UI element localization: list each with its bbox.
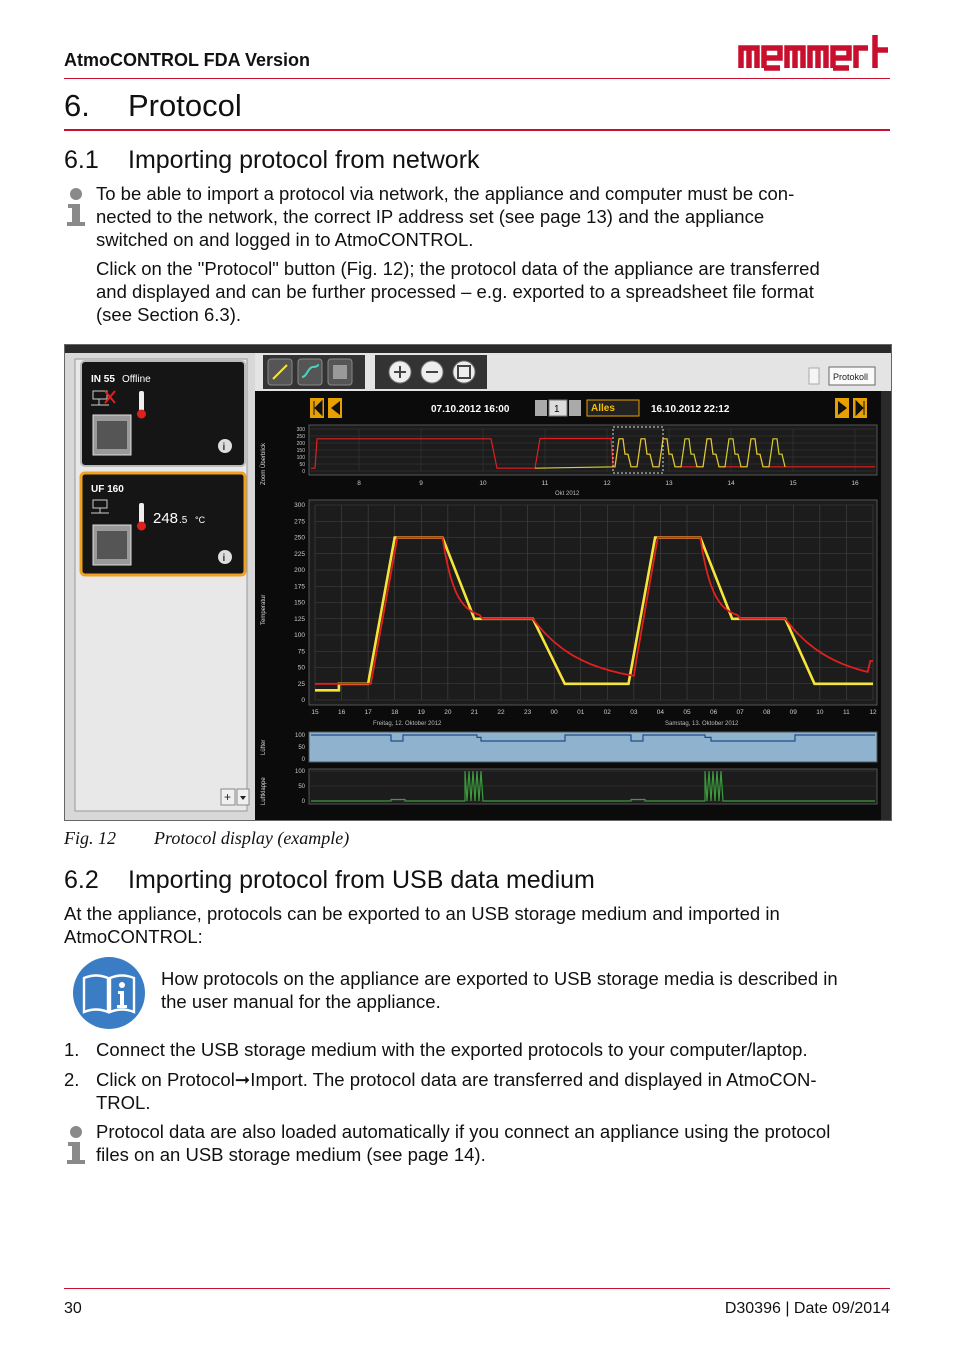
overview-month: Okt 2012	[555, 491, 580, 497]
page-down-button[interactable]	[535, 400, 547, 416]
step-text: Click on Protocol➞Import. The protocol data are transferred and displayed in AtmoCON-	[96, 1069, 817, 1090]
filter-value: Alles	[591, 403, 615, 414]
toolbar-zoom-group	[375, 355, 487, 389]
x-tick-label: 05	[683, 709, 691, 716]
flap-axis-label: Luftklappe	[261, 777, 267, 805]
y-tick-label: 100	[294, 769, 305, 775]
step-text: TROL.	[96, 1092, 151, 1113]
x-tick-label: 02	[603, 709, 611, 716]
section1-paragraph1	[96, 182, 896, 251]
page-number: 30	[64, 1300, 82, 1317]
svg-text:i: i	[222, 442, 226, 453]
text-line: Protocol data are also loaded automatically if you connect an appliance using the protocol	[96, 1121, 831, 1142]
step-number: 1.	[64, 1039, 80, 1060]
text-line: How protocols on the appliance are exported to USB storage media is described in	[161, 968, 838, 989]
section-heading-6-1	[64, 146, 480, 175]
device-tile-uf160[interactable]	[81, 473, 245, 575]
protocol-screenshot	[64, 344, 892, 821]
device-status: Offline	[122, 374, 151, 385]
text-line: To be able to import a protocol via network, the appliance and computer must be con-	[96, 183, 795, 204]
text-line: At the appliance, protocols can be exported to an USB storage medium and imported in	[64, 903, 780, 924]
x-tick-label: 18	[391, 709, 399, 716]
x-tick-label: 07	[736, 709, 744, 716]
y-tick-label: 50	[298, 784, 305, 790]
section-number: 6.2	[64, 866, 99, 894]
x-tick-label: 06	[709, 709, 718, 716]
info-round-icon[interactable]	[218, 550, 232, 564]
manual-note	[161, 967, 890, 1013]
temperature-axis-label: Temperatur	[261, 594, 267, 625]
running-header: AtmoCONTROL FDA Version	[64, 50, 311, 70]
device-tile-in55[interactable]	[81, 361, 245, 466]
y-tick-label: 100	[296, 455, 305, 461]
day-label-1: Freitag, 12. Oktober 2012	[373, 721, 442, 727]
step-text: Connect the USB storage medium with the exported protocols to your computer/laptop.	[96, 1039, 808, 1060]
x-tick-label: 21	[470, 709, 479, 716]
text-line: nected to the network, the correct IP address set (see page 13) and the appliance	[96, 206, 765, 227]
x-tick-label: 12	[603, 480, 611, 487]
x-tick-label: 8	[357, 480, 361, 487]
zoom-reset-icon[interactable]	[453, 361, 475, 383]
y-tick-label: 275	[294, 518, 305, 526]
x-tick-label: 11	[541, 480, 549, 487]
section2-intro	[64, 902, 890, 948]
y-tick-label: 25	[297, 680, 305, 688]
y-tick-label: 100	[294, 733, 305, 739]
y-tick-label: 175	[294, 583, 305, 591]
y-tick-label: 300	[294, 502, 305, 509]
y-tick-label: 200	[296, 441, 305, 447]
date-to: 16.10.2012 22:12	[651, 404, 730, 415]
x-tick-label: 19	[417, 709, 425, 716]
x-tick-label: 12	[869, 709, 877, 716]
step-1	[64, 1038, 894, 1061]
toolbar-left-group	[263, 355, 365, 389]
text-line: Click on the "Protocol" button (Fig. 12); the protocol data of the appliance are transferred	[96, 258, 820, 279]
x-tick-label: 00	[550, 709, 558, 716]
protocol-display	[65, 345, 891, 820]
day-label-2: Samstag, 13. Oktober 2012	[665, 721, 739, 727]
y-tick-label: 0	[302, 469, 305, 475]
device-name: IN 55	[91, 374, 115, 385]
x-tick-label: 15	[789, 480, 797, 487]
overview-axis-label: Zoom Überblick	[261, 442, 267, 485]
device-name: UF 160	[91, 484, 124, 495]
x-tick-label: 20	[444, 709, 452, 716]
document-id: D30396 | Date 09/2014	[724, 1300, 890, 1317]
text-line: (see Section 6.3).	[96, 304, 241, 325]
y-tick-label: 0	[301, 697, 305, 704]
fan-axis-label: Lüfter	[261, 739, 267, 755]
device-temperature-decimal: .5	[179, 515, 188, 526]
x-tick-label: 08	[763, 709, 771, 716]
x-tick-label: 10	[816, 709, 824, 716]
x-tick-label: 01	[577, 709, 585, 716]
y-tick-label: 200	[294, 567, 305, 574]
y-tick-label: 300	[296, 427, 305, 433]
step-2	[64, 1068, 894, 1114]
vertical-scrollbar[interactable]	[881, 391, 891, 820]
text-line: AtmoCONTROL:	[64, 926, 203, 947]
section1-paragraph2	[96, 257, 896, 326]
figure-caption-text: Protocol display (example)	[154, 828, 350, 848]
y-tick-label: 150	[294, 599, 305, 607]
figure-label: Fig. 12	[64, 828, 116, 848]
header-rule	[64, 78, 890, 79]
fan-chart[interactable]	[295, 732, 877, 763]
x-tick-label: 23	[523, 709, 532, 716]
device-temperature: 248	[153, 510, 179, 527]
y-tick-label: 250	[294, 534, 305, 542]
protocol-button-label: Protokoll	[833, 372, 869, 382]
y-tick-label: 125	[294, 615, 305, 623]
text-line: and displayed and can be further processed – e.g. exported to a spreadsheet file format	[96, 281, 814, 302]
manual-book-icon	[72, 956, 146, 1030]
y-tick-label: 50	[297, 664, 305, 672]
x-tick-label: 09	[789, 709, 797, 716]
toolbar-spacer	[809, 368, 819, 384]
figure-caption	[64, 828, 349, 849]
x-tick-label: 22	[497, 709, 505, 716]
y-tick-label: 0	[301, 757, 305, 763]
x-tick-label: 03	[630, 709, 638, 716]
text-line: switched on and logged in to AtmoCONTROL.	[96, 229, 474, 250]
chapter-number: 6.	[64, 88, 90, 123]
text-line: the user manual for the appliance.	[161, 991, 441, 1012]
y-tick-label: 150	[296, 448, 305, 454]
x-tick-label: 10	[479, 480, 487, 487]
section-heading-6-2	[64, 866, 595, 895]
info-round-icon[interactable]	[218, 439, 232, 453]
y-tick-label: 50	[298, 745, 305, 751]
x-tick-label: 16	[337, 709, 346, 716]
x-tick-label: 17	[364, 709, 372, 716]
y-tick-label: 0	[301, 799, 305, 805]
info-i-icon	[64, 186, 88, 228]
temperature-chart[interactable]	[294, 500, 877, 727]
svg-text:i: i	[222, 553, 226, 564]
section2-note	[96, 1120, 896, 1166]
y-tick-label: 75	[297, 648, 305, 656]
x-tick-label: 15	[311, 709, 319, 716]
text-line: files on an USB storage medium (see page 14).	[96, 1144, 486, 1165]
chapter-heading	[64, 88, 242, 124]
y-tick-label: 225	[294, 550, 305, 558]
page-up-button[interactable]	[569, 400, 581, 416]
footer-rule	[64, 1288, 890, 1289]
x-tick-label: 9	[419, 480, 423, 487]
page-number: 1	[554, 404, 560, 415]
x-tick-label: 11	[843, 709, 850, 716]
info-i-icon	[64, 1124, 88, 1166]
chapter-rule	[64, 129, 890, 131]
chapter-title: Protocol	[128, 88, 242, 123]
device-temperature-unit: °C	[195, 515, 206, 525]
memmert-logo	[738, 32, 890, 72]
step-number: 2.	[64, 1069, 80, 1090]
x-tick-label: 14	[727, 480, 735, 487]
section-number: 6.1	[64, 146, 99, 174]
x-tick-label: 16	[851, 480, 859, 487]
flap-chart[interactable]	[295, 769, 877, 805]
y-tick-label: 100	[294, 632, 305, 639]
svg-text:+: +	[224, 790, 232, 804]
y-tick-label: 250	[296, 434, 305, 440]
date-from: 07.10.2012 16:00	[431, 404, 510, 415]
y-tick-label: 50	[299, 462, 305, 468]
x-tick-label: 04	[656, 709, 665, 716]
section-title: Importing protocol from USB data medium	[128, 866, 595, 894]
x-tick-label: 13	[665, 480, 673, 487]
section-title: Importing protocol from network	[128, 146, 480, 174]
menu-bar[interactable]	[65, 345, 891, 353]
curve-icon[interactable]	[298, 359, 322, 385]
